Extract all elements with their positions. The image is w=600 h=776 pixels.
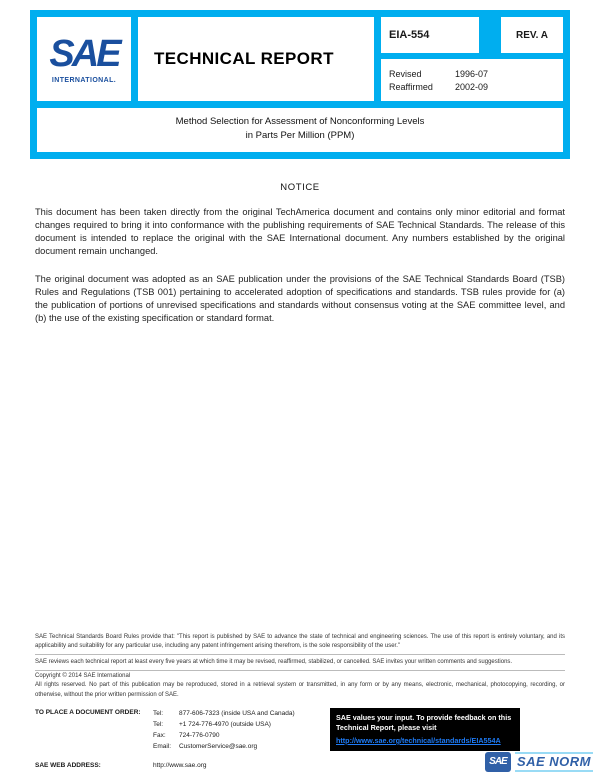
revision-badge: REV. A <box>501 17 563 53</box>
header-right-column <box>381 17 563 101</box>
technical-report-heading: TECHNICAL REPORT <box>138 17 374 101</box>
contact-row-tel-usa <box>153 708 335 719</box>
contact-label: Tel: <box>153 710 164 717</box>
doc-number: EIA-554 <box>381 17 479 53</box>
footer <box>0 630 600 776</box>
order-label: TO PLACE A DOCUMENT ORDER: <box>35 709 141 716</box>
legal-text-2: SAE reviews each technical report at least every five years at which time it may be revised, reaffirmed, stabilized, or cancelled. SAE invites your written comments and suggestions. <box>35 654 565 670</box>
contact-list <box>153 708 335 752</box>
footer-bottom <box>35 708 591 770</box>
header-top-row <box>37 17 563 101</box>
reaffirmed-row <box>389 82 555 92</box>
sae-logo-text: SAE <box>49 32 119 75</box>
doc-number-row <box>381 17 563 53</box>
sae-logo-international-label: INTERNATIONAL. <box>51 76 117 84</box>
reaffirmed-date: 2002-09 <box>455 81 489 92</box>
legal-text-1: SAE Technical Standards Board Rules provide that: "This report is published by SAE to advance the state of technical and engineering sciences. The use of this report is entirely voluntary, and its applicability and suitability for any particular use, including any patent infringement arising therefrom, is the sole responsibility of the user." <box>35 633 565 649</box>
sae-web-url-link[interactable]: http://www.sae.org <box>153 762 207 770</box>
contact-value: 724-776-0790 <box>179 732 220 740</box>
feedback-text: SAE values your input. To provide feedback on this Technical Report, please visit <box>336 713 512 733</box>
sae-norm-text-wrap <box>515 752 593 772</box>
copyright-text: Copyright © 2014 SAE International <box>35 673 131 680</box>
document-title: Method Selection for Assessment of Nonconforming Levels in Parts Per Million (PPM) <box>175 116 425 142</box>
revised-row <box>389 69 555 79</box>
notice-section <box>0 159 600 325</box>
sae-web-address-label: SAE WEB ADDRESS: <box>35 762 101 770</box>
watermark-bottom-rule <box>515 770 593 772</box>
contact-value: 877-606-7323 (inside USA and Canada) <box>179 710 295 717</box>
document-title-box <box>37 108 563 152</box>
notice-paragraph-1: This document has been taken directly from the original TechAmerica document and contains only minor editorial and format changes required to bring it into conformance with the publishing requirements of SAE Technical Standards. The release of this document is intended to replace the original with the SAE International document. Any numbers established by the original document remain unchanged. <box>35 206 565 256</box>
order-area <box>35 708 335 752</box>
sae-logo <box>37 17 131 101</box>
notice-heading: NOTICE <box>280 181 320 193</box>
sae-norm-watermark <box>485 752 593 772</box>
feedback-box <box>330 708 520 751</box>
contact-row-tel-intl <box>153 719 335 730</box>
sae-norm-name: SAE NORM <box>516 753 591 769</box>
contact-value: +1 724-776-4970 (outside USA) <box>179 721 271 729</box>
contact-label: Tel: <box>153 721 164 729</box>
contact-row-email <box>153 741 335 752</box>
reaffirmed-label: Reaffirmed <box>389 81 433 92</box>
contact-label: Fax: <box>153 732 166 740</box>
feedback-url-link[interactable]: http://www.sae.org/technical/standards/EIA554A <box>336 735 501 745</box>
sae-norm-badge-icon: SAE <box>485 752 511 772</box>
revision-dates-box <box>381 59 563 101</box>
header-frame <box>30 10 570 159</box>
contact-email-link[interactable]: CustomerService@sae.org <box>179 743 258 751</box>
revised-label: Revised <box>389 68 422 79</box>
revised-date: 1996-07 <box>455 68 489 79</box>
contact-label: Email: <box>153 743 172 751</box>
contact-row-fax <box>153 730 335 741</box>
notice-paragraph-2: The original document was adopted as an SAE publication under the provisions of the SAE Technical Standards Board (TSB) Rules and Regulations (TSB 001) pertaining to accelerated adoption of specifications and standards. TSB rules provide for (a) the publication of portions of unrevised specifications and standards without consensus voting at the SAE committee level, and (b) the use of the existing specification or standard format. <box>35 273 565 323</box>
rights-text: All rights reserved. No part of this publication may be reproduced, stored in a retrieval system or transmitted, in any form or by any means, electronic, mechanical, photocopying, recording, or otherwise, without the prior written permission of SAE. <box>35 682 565 698</box>
